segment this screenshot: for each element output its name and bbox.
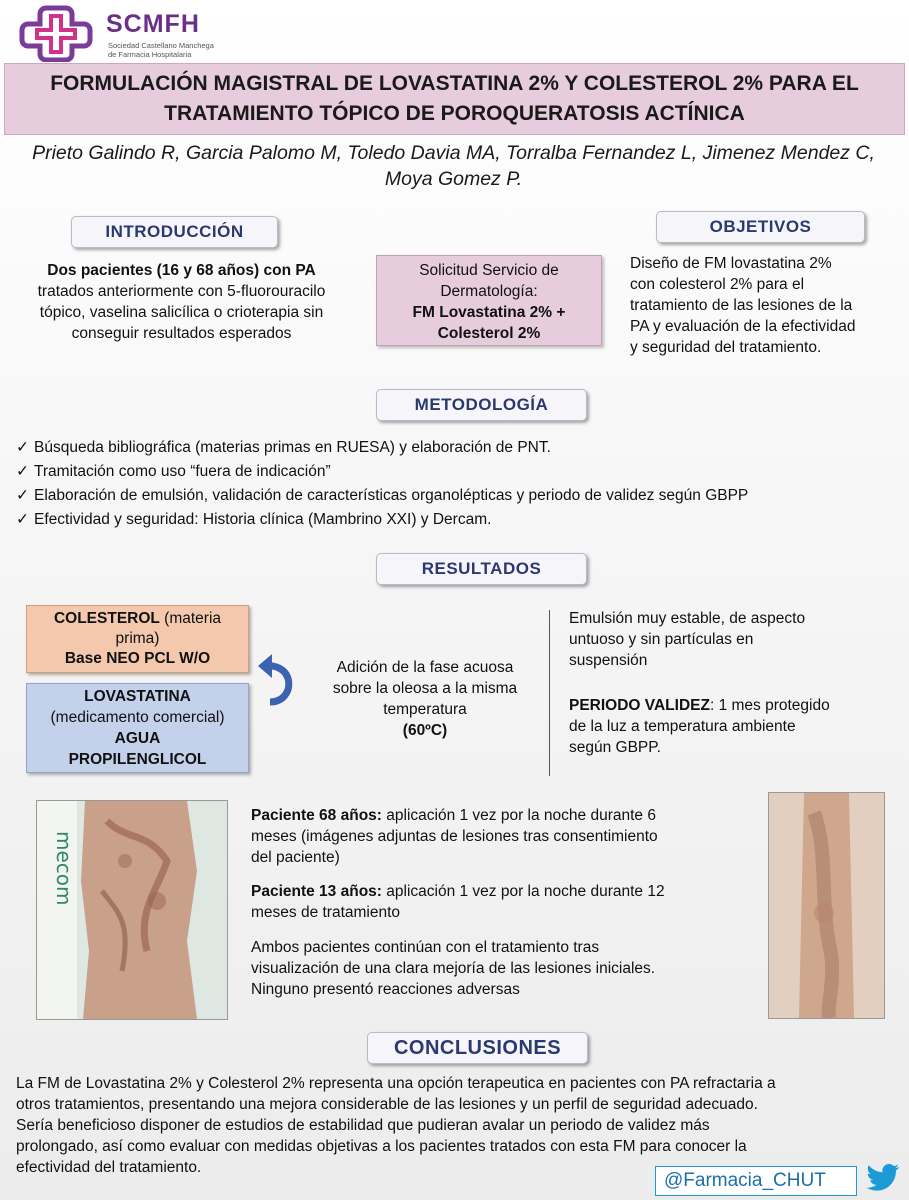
paciente-line: meses (imágenes adjuntas de lesiones tras consentimiento: [251, 828, 658, 845]
metodologia-list: [16, 437, 896, 533]
paciente-line: aplicación 1 vez por la noche durante 12: [381, 883, 665, 900]
introduccion-line: tratados anteriormente con 5-fluorouracilo: [37, 283, 326, 300]
periodo-line: : 1 mes protegido: [709, 697, 830, 714]
cross-logo-icon: [18, 4, 102, 62]
periodo-line: según GBPP.: [569, 739, 661, 756]
solicitud-line: Solicitud Servicio de: [419, 262, 559, 279]
logo-brand: SCMFH: [106, 10, 200, 38]
list-item-text: Efectividad y seguridad: Historia clínica (Mambrino XXI) y Dercam.: [34, 511, 492, 528]
list-item-text: Elaboración de emulsión, validación de características organolépticas y periodo de validez según GBPP: [34, 487, 749, 504]
colesterol-text: (materia: [159, 610, 222, 627]
checkmark-icon: ✓: [16, 511, 29, 528]
list-item: [16, 509, 896, 530]
divider: [549, 610, 550, 776]
conclusiones-line: prolongado, así como evaluar con medidas objetivas a los pacientes tratados con esta FM para conocer la: [16, 1138, 747, 1155]
conclusiones-line: otros tratamientos, presentando una mejora considerable de las lesiones y un perfil de seguridad adecuado.: [16, 1096, 758, 1113]
lovastatina-bold: AGUA: [114, 730, 161, 747]
section-header-objetivos: OBJETIVOS: [656, 211, 865, 243]
lovastatina-bold: LOVASTATINA: [84, 688, 191, 705]
lovastatina-box: [26, 683, 249, 773]
objetivos-line: con colesterol 2% para el: [630, 276, 805, 293]
list-item-text: Búsqueda bibliográfica (materias primas en RUESA) y elaboración de PNT.: [34, 439, 551, 456]
section-header-introduccion: INTRODUCCIÓN: [71, 216, 278, 248]
list-item-text: Tramitación como uso “fuera de indicación”: [34, 463, 331, 480]
introduccion-bold: Dos pacientes (16 y 68 años) con PA: [47, 262, 316, 279]
periodo-text: [569, 695, 899, 758]
objetivos-line: tratamiento de las lesiones de la: [630, 297, 853, 314]
title-line: TRATAMIENTO TÓPICO DE POROQUERATOSIS ACTÍNICA: [164, 102, 745, 125]
solicitud-line: Dermatología:: [440, 283, 538, 300]
paciente-13-bold: Paciente 13 años:: [251, 883, 382, 900]
curved-arrow-icon: [256, 652, 296, 714]
solicitud-box: [376, 255, 602, 346]
logo-subtitle: de Farmacia Hospitalaria: [108, 50, 192, 59]
adicion-text: [300, 657, 550, 741]
lovastatina-line: (medicamento comercial): [50, 709, 225, 726]
lesion-photo-leg: [36, 800, 228, 1020]
poster-title: [4, 63, 905, 135]
ambos-line: Ninguno presentó reacciones adversas: [251, 981, 520, 998]
scmfh-logo: [18, 4, 233, 62]
section-header-conclusiones: CONCLUSIONES: [367, 1032, 588, 1064]
colesterol-line: prima): [115, 630, 160, 647]
paciente-68-text: [251, 805, 756, 868]
introduccion-line: tópico, vaselina salicílica o crioterapia sin: [39, 304, 324, 321]
svg-text:mecom: mecom: [52, 831, 76, 906]
solicitud-bold: Colesterol 2%: [437, 325, 541, 342]
periodo-line: de la luz a temperatura ambiente: [569, 718, 796, 735]
emulsion-text: [569, 608, 899, 671]
logo-subtitle: Sociedad Castellano Manchega: [108, 41, 214, 50]
list-item: [16, 485, 896, 506]
adicion-line: Adición de la fase acuosa: [336, 659, 514, 676]
title-line: FORMULACIÓN MAGISTRAL DE LOVASTATINA 2% Y COLESTEROL 2% PARA EL: [50, 72, 859, 95]
emulsion-line: suspensión: [569, 652, 648, 669]
periodo-bold: PERIODO VALIDEZ: [569, 697, 710, 714]
list-item: [16, 437, 896, 458]
checkmark-icon: ✓: [16, 439, 29, 456]
colesterol-bold: COLESTEROL: [53, 610, 160, 627]
checkmark-icon: ✓: [16, 463, 29, 480]
ambos-line: Ambos pacientes continúan con el tratamiento tras: [251, 939, 600, 956]
solicitud-bold: FM Lovastatina 2% +: [412, 304, 566, 321]
conclusiones-text: [16, 1073, 896, 1178]
objetivos-line: Diseño de FM lovastatina 2%: [630, 255, 832, 272]
checkmark-icon: ✓: [16, 487, 29, 504]
objetivos-line: PA y evaluación de la efectividad: [630, 318, 856, 335]
colesterol-box: [26, 605, 249, 673]
paciente-line: aplicación 1 vez por la noche durante 6: [381, 807, 656, 824]
twitter-bird-icon: [866, 1163, 900, 1193]
section-header-resultados: RESULTADOS: [376, 553, 587, 585]
ambos-line: visualización de una clara mejoría de las lesiones iniciales.: [251, 960, 656, 977]
list-item: [16, 461, 896, 482]
adicion-line: temperatura: [383, 701, 467, 718]
paciente-68-bold: Paciente 68 años:: [251, 807, 382, 824]
lovastatina-bold: PROPILENGLICOL: [68, 751, 207, 768]
paciente-13-text: [251, 881, 756, 923]
objetivos-text: [630, 253, 900, 358]
twitter-handle[interactable]: @Farmacia_CHUT: [655, 1166, 857, 1196]
conclusiones-line: Sería beneficioso disponer de estudios de estabilidad que pudieran avalar un periodo de validez más: [16, 1117, 710, 1134]
paciente-line: del paciente): [251, 849, 340, 866]
colesterol-bold: Base NEO PCL W/O: [64, 650, 211, 667]
authors-line: Moya Gomez P.: [384, 168, 523, 190]
adicion-line: sobre la oleosa a la misma: [332, 680, 518, 697]
conclusiones-line: La FM de Lovastatina 2% y Colesterol 2% representa una opción terapeutica en pacientes con PA refractaria a: [16, 1075, 776, 1092]
introduccion-text: [4, 260, 359, 344]
objetivos-line: y seguridad del tratamiento.: [630, 339, 822, 356]
emulsion-line: Emulsión muy estable, de aspecto: [569, 610, 806, 627]
adicion-bold: (60ºC): [402, 722, 448, 739]
conclusiones-line: efectividad del tratamiento.: [16, 1159, 202, 1176]
emulsion-line: untuoso y sin partículas en: [569, 631, 754, 648]
authors: [4, 140, 903, 192]
authors-line: Prieto Galindo R, Garcia Palomo M, Toledo Davia MA, Torralba Fernandez L, Jimenez Mendez C,: [32, 142, 875, 164]
lesion-photo-arm: [768, 792, 885, 1019]
ambos-text: [251, 937, 756, 1000]
introduccion-line: conseguir resultados esperados: [71, 325, 292, 342]
section-header-metodologia: METODOLOGÍA: [376, 389, 587, 421]
paciente-line: meses de tratamiento: [251, 904, 401, 921]
